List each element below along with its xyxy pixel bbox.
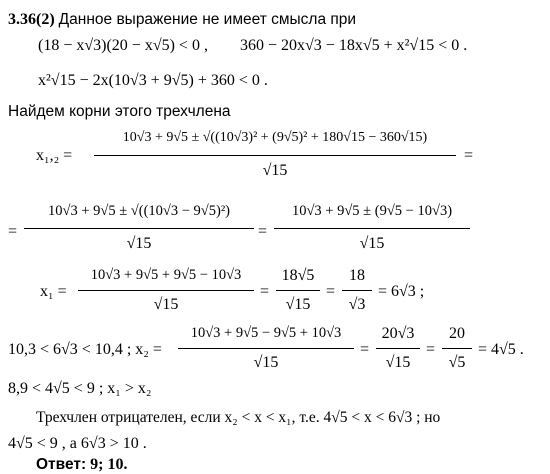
quadratic-inequality: x²√15 − 2x(10√3 + 9√5) + 360 < 0 .: [38, 72, 268, 89]
x2-final-numerator: 20: [449, 325, 465, 342]
equals-sign: =: [464, 147, 474, 164]
x2-fraction-reduced: [376, 320, 420, 378]
x2-label: 10,3 < 6√3 < 10,4 ; x₂ =: [8, 341, 162, 358]
x2-denominator: √15: [253, 354, 279, 371]
roots-label: x₁,₂ =: [36, 147, 73, 164]
simplified-fraction: [24, 196, 254, 258]
x1-numerator: 10√3 + 9√5 + 9√5 − 10√3: [90, 267, 242, 283]
fraction-bar: [178, 348, 354, 349]
expanded-denominator: √15: [359, 235, 385, 252]
expanded-numerator: 10√3 + 9√5 ± (9√5 − 10√3): [291, 203, 453, 219]
x1-final-denominator: √3: [348, 296, 366, 313]
equals-sign: =: [326, 283, 336, 300]
equals-sign: =: [8, 223, 18, 240]
answer-line: [36, 457, 127, 473]
x1-result: = 6√3 ;: [378, 283, 425, 300]
roots-numerator: 10√3 + 9√5 ± √((10√3)² + (9√5)² + 180√15 − 360√15): [122, 130, 428, 145]
fraction-bar: [342, 290, 372, 291]
simplified-numerator: 10√3 + 9√5 ± √((10√3 − 9√5)²): [47, 203, 230, 219]
x1-denominator: √15: [153, 296, 179, 313]
equals-sign: =: [360, 341, 370, 358]
x1-fraction-final: [342, 262, 372, 320]
root-comparison: 8,9 < 4√5 < 9 ; x₁ > x₂: [8, 380, 152, 397]
x1-fraction: [78, 262, 254, 320]
roots-heading: Найдем корни этого трехчлена: [8, 103, 231, 120]
x2-final-denominator: √5: [448, 354, 466, 371]
inequality-expanded: 360 − 20x√3 − 18x√5 + x²√15 < 0 .: [240, 37, 468, 54]
fraction-bar: [274, 228, 470, 229]
answer-label: Ответ:: [36, 456, 87, 473]
x1-reduced-numerator: 18√5: [281, 267, 315, 284]
x1-fraction-reduced: [276, 262, 320, 320]
roots-denominator: √15: [262, 162, 288, 179]
simplified-denominator: √15: [126, 235, 152, 252]
x2-numerator: 10√3 + 9√5 − 9√5 + 10√3: [190, 325, 342, 341]
x1-label: x₁ =: [40, 283, 67, 300]
problem-header: [8, 12, 356, 28]
roots-fraction: [94, 125, 456, 187]
fraction-bar: [94, 155, 456, 156]
x2-reduced-denominator: √15: [385, 354, 411, 371]
x1-reduced-denominator: √15: [285, 296, 311, 313]
x1-final-numerator: 18: [349, 267, 365, 284]
equals-sign: =: [260, 283, 270, 300]
equals-sign: =: [426, 341, 436, 358]
inequality-product: (18 − x√3)(20 − x√5) < 0 ,: [38, 37, 208, 54]
problem-intro: Данное выражение не имеет смысла при: [58, 11, 357, 28]
fraction-bar: [442, 348, 472, 349]
x2-result: = 4√5 .: [478, 341, 524, 358]
fraction-bar: [78, 290, 254, 291]
fraction-bar: [24, 228, 254, 229]
solution-interval: Трехчлен отрицателен, если x₂ < x < x₁, т.е. 4√5 < x < 6√3 ; но: [36, 409, 441, 426]
fraction-bar: [276, 290, 320, 291]
answer-value: 9; 10.: [90, 456, 128, 473]
problem-number: 3.36(2): [8, 11, 55, 28]
x2-fraction-final: [442, 320, 472, 378]
equals-sign: =: [258, 223, 268, 240]
fraction-bar: [376, 348, 420, 349]
integer-bounds: 4√5 < 9 , а 6√3 > 10 .: [8, 435, 147, 452]
x2-reduced-numerator: 20√3: [381, 325, 415, 342]
expanded-fraction: [274, 196, 470, 258]
x2-fraction: [178, 320, 354, 378]
